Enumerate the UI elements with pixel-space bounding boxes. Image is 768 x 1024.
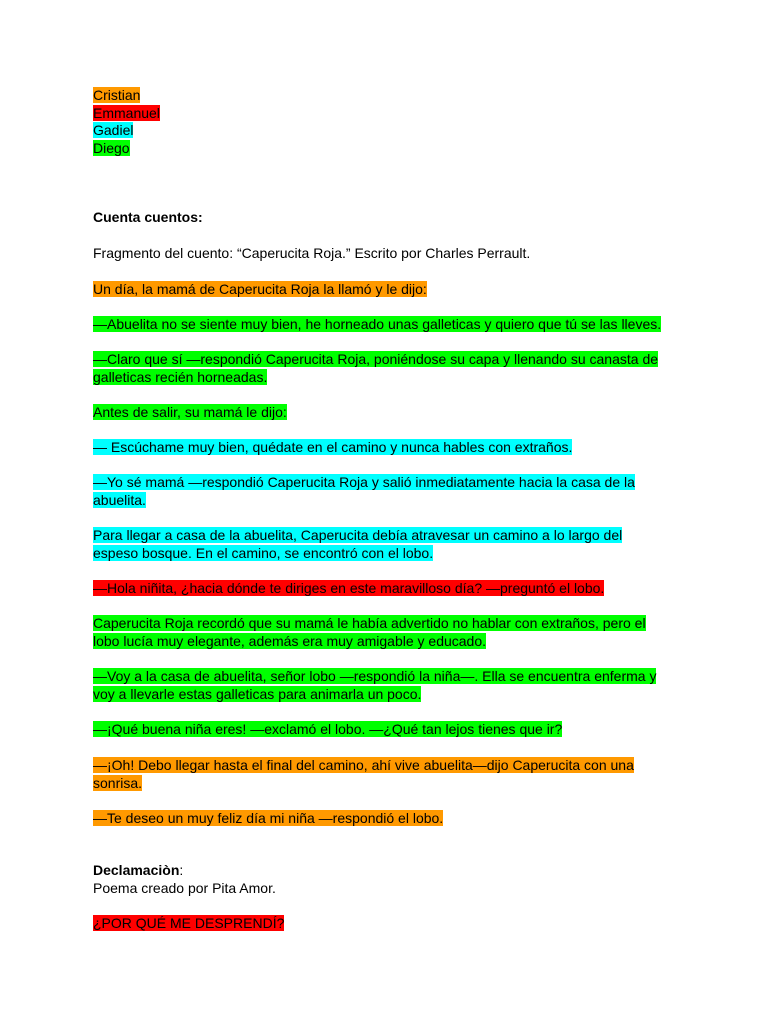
name-gadiel: Gadiel bbox=[93, 122, 134, 138]
name-cristian: Cristian bbox=[93, 87, 141, 103]
paragraph: —¡Qué buena niña eres! —exclamó el lobo. —¿Qué tan lejos tienes que ir? bbox=[93, 721, 563, 737]
paragraph: Caperucita Roja recordó que su mamá le había advertido no hablar con extraños, pero el lobo lucía muy elegante, además era muy amigable y educado. bbox=[93, 615, 646, 649]
paragraph: Para llegar a casa de la abuelita, Caperucita debía atravesar un camino a lo largo del espeso bosque. En el camino, se encontró con el lobo. bbox=[93, 527, 623, 561]
paragraph: —¡Oh! Debo llegar hasta el final del camino, ahí vive abuelita—dijo Caperucita con una sonrisa. bbox=[93, 757, 634, 791]
paragraph: — Escúchame muy bien, quédate en el camino y nunca hables con extraños. bbox=[93, 439, 573, 455]
paragraph: —Claro que sí —respondió Caperucita Roja, poniéndose su capa y llenando su canasta de galleticas recién horneadas. bbox=[93, 351, 659, 385]
paragraph: —Hola niñita, ¿hacia dónde te diriges en este maravilloso día? —preguntó el lobo. bbox=[93, 580, 605, 596]
section-heading-cuenta-cuentos: Cuenta cuentos: bbox=[93, 209, 203, 225]
paragraph: —Yo sé mamá —respondió Caperucita Roja y salió inmediatamente hacia la casa de la abuelita. bbox=[93, 474, 635, 508]
paragraph: Antes de salir, su mamá le dijo: bbox=[93, 404, 287, 420]
paragraph: —Te deseo un muy feliz día mi niña —respondió el lobo. bbox=[93, 810, 444, 826]
section-heading-declamacion: Declamaciòn: bbox=[93, 862, 184, 878]
poem-author-line: Poema creado por Pita Amor. bbox=[93, 880, 276, 896]
names-list bbox=[93, 87, 160, 157]
paragraph: —Voy a la casa de abuelita, señor lobo —respondió la niña—. Ella se encuentra enferma y voy a llevarle estas galleticas para animarla un poco. bbox=[93, 668, 657, 702]
paragraph: —Abuelita no se siente muy bien, he horneado unas galleticas y quiero que tú se las lleves. bbox=[93, 316, 662, 332]
paragraph: Un día, la mamá de Caperucita Roja la llamó y le dijo: bbox=[93, 281, 427, 297]
poem-title: ¿POR QUÉ ME DESPRENDÍ? bbox=[93, 915, 285, 931]
name-emmanuel: Emmanuel bbox=[93, 104, 160, 121]
name-diego: Diego bbox=[93, 139, 130, 156]
story-intro: Fragmento del cuento: “Caperucita Roja.” Escrito por Charles Perrault. bbox=[93, 245, 531, 261]
